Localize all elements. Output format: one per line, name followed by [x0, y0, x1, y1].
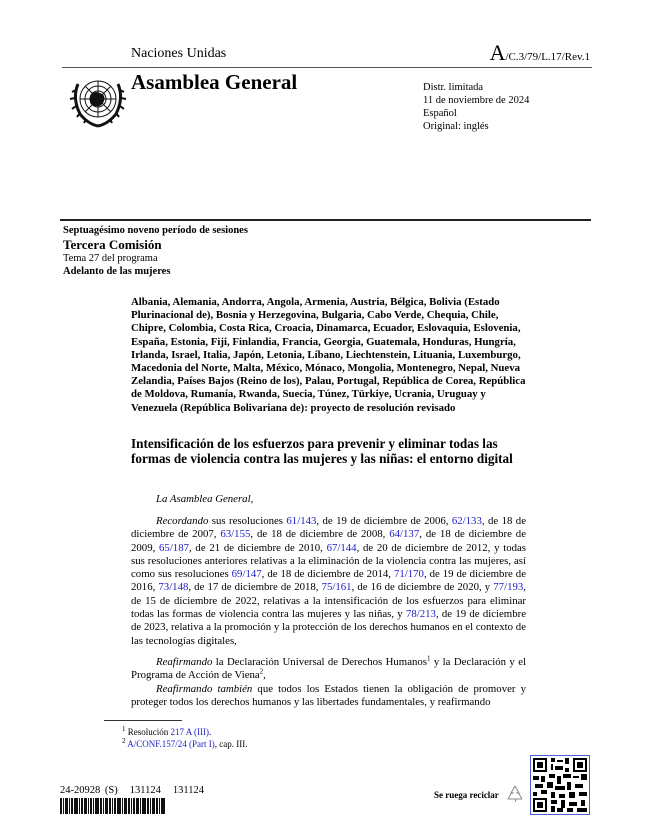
footnote-ref[interactable]: 1 — [427, 654, 431, 663]
organization-name: Naciones Unidas — [131, 46, 227, 61]
preamble-paragraph-2: Reafirmando la Declaración Universal de Derechos Humanos$^1$ y la Declaración y el Programa de Acción de Viena$^2$, — [131, 654, 526, 682]
footnote-ref[interactable]: 2 — [259, 667, 264, 676]
recycle-icon — [505, 784, 525, 804]
symbol-rest: /C.3/79/L.17/Rev.1 — [505, 51, 590, 63]
un-emblem-icon — [66, 72, 130, 128]
qr-code-icon — [530, 755, 590, 815]
header-rule — [62, 67, 592, 68]
resolution-link[interactable]: 73/148 — [158, 581, 189, 594]
paragraph-lead: Recordando — [156, 515, 209, 527]
committee-name: Tercera Comisión — [63, 237, 162, 252]
resolution-link[interactable]: 62/133 — [451, 515, 482, 527]
resolution-title: Intensificación de los esfuerzos para prevenir y eliminar todas las formas de violencia contra las mujeres y las niñas: el entorno digital — [131, 436, 513, 466]
resolution-link[interactable]: 71/170 — [393, 568, 424, 581]
preamble-opening: La Asamblea General, — [156, 493, 254, 505]
agenda-topic: Adelanto de las mujeres — [63, 266, 171, 277]
resolution-link[interactable]: 75/161 — [321, 581, 352, 594]
document-symbol — [490, 40, 590, 66]
session-block — [63, 224, 248, 278]
resolution-link[interactable]: 77/193 — [493, 581, 524, 594]
resolution-link[interactable]: 64/137 — [389, 528, 420, 541]
job-date-1: 131124 — [129, 785, 161, 796]
preamble-paragraph-1: Recordando sus resoluciones 61/143, de 19 de diciembre de 2006, 62/133, de 18 de diciembre de 2007, 63/155, de 18 de diciembre de 2008, 64/137, de 18 de diciembre de 2009, 65/187, de 21 de diciembre de 2010, 67/144, de 20 de diciembre de 2012, y todas sus resoluciones anteriores relativas a la eliminación de la violencia contra las mujeres, así como sus resoluciones 69/147, de 18 de diciembre de 2014, 71/170, de 19 de diciembre de 2016, 73/148, de 17 de diciembre de 2018, 75/161, de 16 de diciembre de 2020, y 77/193, de 15 de diciembre de 2022, relativas a la intensificación de los esfuerzos para eliminar todas las formas de violencia contra las mujeres y las niñas, y 78/213, de 19 de diciembre de 2023, relativa a la promoción y la protección de los derechos humanos en el contexto de las tecnologías digitales, — [131, 515, 526, 647]
job-number-line — [60, 785, 216, 796]
resolution-link[interactable]: 61/143 — [286, 515, 317, 527]
sponsors-list: Albania, Alemania, Andorra, Angola, Armenia, Austria, Bélgica, Bolivia (Estado Plurinacional de), Bosnia y Herzegovina, Bulgaria, Cabo Verde, Chequia, Chile, Chipre, Colombia, Costa Rica, Croacia, Dinamarca, Ecuador, Eslovaquia, Eslovenia, España, Estonia, Fiji, Finlandia, Francia, Georgia, Guatemala, Honduras, Hungría, Irlanda, Israel, Italia, Japón, Letonia, Líbano, Liechtenstein, Lituania, Luxemburgo, Macedonia del Norte, Malta, México, Mónaco, Mongolia, Montenegro, Nepal, Nueva Zelandia, Países Bajos (Reino de los), Palau, Portugal, República de Corea, República de Moldova, Rumanía, Rwanda, Suecia, Túnez, Türkiye, Ucrania, Uruguay y Venezuela (República Bolivariana de): proyecto de resolución revisado — [131, 296, 526, 414]
footnote-link[interactable]: A/CONF.157/24 (Part I) — [127, 738, 215, 749]
language: Español — [423, 108, 457, 119]
resolution-link[interactable]: 69/147 — [231, 568, 262, 581]
session-rule — [60, 219, 591, 221]
resolution-link[interactable]: 65/187 — [159, 541, 190, 554]
recycle-text: Se ruega reciclar — [434, 790, 499, 800]
distribution-block — [423, 81, 529, 133]
resolution-link[interactable]: 63/155 — [220, 528, 251, 541]
organ-title: Asamblea General — [131, 70, 298, 94]
footnotes — [122, 727, 248, 750]
job-number: 24-20928 (S) — [60, 785, 118, 796]
preamble-paragraph-3: Reafirmando también que todos los Estados tienen la obligación de promover y proteger todos los derechos humanos y las libertades fundamentales, y reafirmando — [131, 683, 526, 709]
footnote-2: $^2$ A/CONF.157/24 (Part I), cap. III. — [122, 736, 248, 749]
paragraph-lead: Reafirmando — [156, 656, 213, 668]
original-language: Original: inglés — [423, 121, 489, 132]
distribution: Distr. limitada — [423, 82, 484, 93]
symbol-prefix: A — [489, 40, 506, 65]
paragraph-lead: Reafirmando también — [156, 683, 253, 695]
assembly-opening: La Asamblea General — [156, 493, 251, 505]
footnote-separator — [104, 720, 182, 721]
footnote-1: $^1$ Resolución 217 A (III). — [122, 725, 212, 737]
agenda-item: Tema 27 del programa — [63, 253, 158, 264]
job-date-2: 131124 — [172, 785, 204, 796]
barcode-icon — [60, 798, 176, 814]
session-name: Septuagésimo noveno período de sesiones — [63, 225, 248, 236]
resolution-link[interactable]: 67/144 — [326, 541, 357, 554]
resolution-link[interactable]: 78/213 — [405, 608, 436, 621]
footnote-link[interactable]: 217 A (III) — [170, 727, 209, 737]
issue-date: 11 de noviembre de 2024 — [423, 95, 530, 106]
